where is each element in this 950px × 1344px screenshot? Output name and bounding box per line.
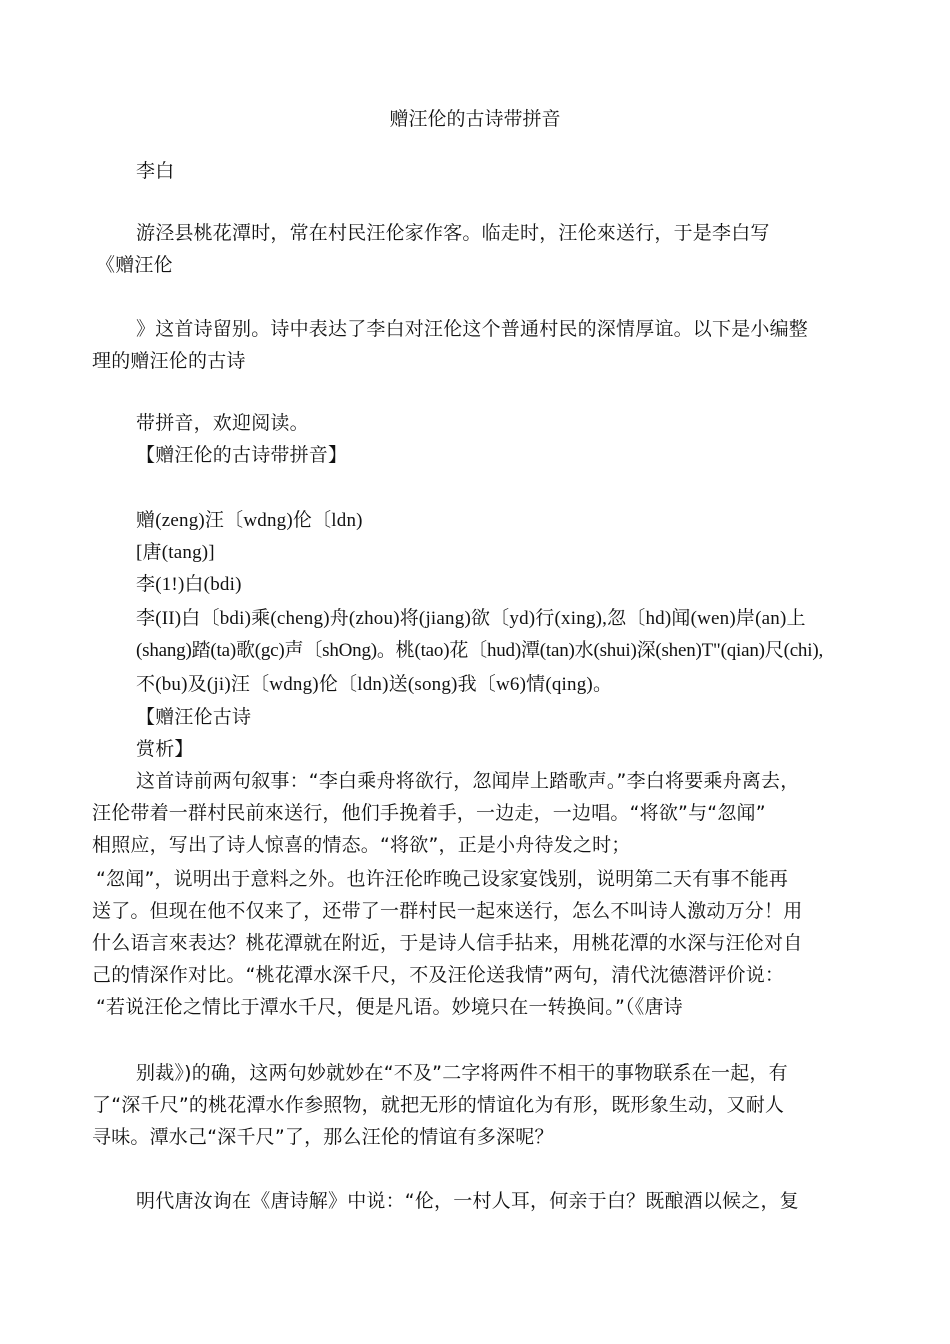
analysis-line: “忽闻”，说明出于意料之外。也许汪伦昨晚己设家宴饯别，说明第二天有事不能再: [96, 868, 789, 890]
poem-verse-line: (shang)踏(ta)歌(gc)声〔shOng)。桃(tao)花〔hud)潭(tan)水(shui)深(shen)T"(qian)尺(chi),: [136, 640, 823, 661]
intro-line: 带拼音，欢迎阅读。: [136, 412, 309, 434]
analysis-line: 送了。但现在他不仅来了，还带了一群村民一起來送行，怎么不叫诗人激动万分！用: [92, 900, 803, 922]
section-heading-analysis: 赏析】: [136, 738, 194, 760]
analysis-line: 了“深千尺”的桃花潭水作参照物，就把无形的情谊化为有形，既形象生动，又耐人: [92, 1094, 785, 1116]
intro-line: 游泾县桃花潭时，常在村民汪伦家作客。临走时，汪伦來送行，于是李白写: [136, 222, 770, 244]
section-heading-analysis: 【赠汪伦古诗: [136, 706, 252, 728]
analysis-line: 这首诗前两句叙事：“李白乘舟将欲行，忽闻岸上踏歌声。”李白将要乘舟离去，: [136, 770, 800, 792]
analysis-line: 什么语言來表达？桃花潭就在附近，于是诗人信手拈来，用桃花潭的水深与汪伦对自: [92, 932, 803, 954]
document-title: 赠汪伦的古诗带拼音: [389, 108, 561, 130]
poem-verse-line: 李(II)白〔bdi)乘(cheng)舟(zhou)将(jiang)欲〔yd)行(xing),忽〔hd)闻(wen)岸(an)上: [136, 608, 806, 629]
analysis-line: 寻味。潭水己“深千尺”了，那么汪伦的情谊有多深呢？: [92, 1126, 554, 1148]
intro-line: 理的赠汪伦的古诗: [92, 350, 246, 372]
poem-author-line: 李(1!)白(bdi): [136, 574, 242, 595]
analysis-line: “若说汪伦之情比于潭水千尺，便是凡语。妙境只在一转换间。”（《唐诗: [96, 996, 683, 1018]
author-line: 李白: [136, 160, 175, 182]
poem-verse-line: 不(bu)及(ji)汪〔wdng)伦〔ldn)送(song)我〔w6)情(qing)。: [136, 674, 613, 695]
analysis-line: 己的情深作对比。“桃花潭水深千尺，不及汪伦送我情”两句，清代沈德潜评价说：: [92, 964, 785, 986]
analysis-line: 汪伦带着一群村民前來送行，他们手挽着手，一边走，一边唱。“将欲”与“忽闻”: [92, 802, 766, 824]
analysis-line: 相照应，写出了诗人惊喜的情态。“将欲”，正是小舟待发之时；: [92, 834, 631, 856]
analysis-line: 别裁》)的确，这两句妙就妙在“不及”二字将两件不相干的事物联系在一起，有: [136, 1062, 788, 1084]
intro-line: 》这首诗留别。诗中表达了李白对汪伦这个普通村民的深情厚谊。以下是小编整: [136, 318, 809, 340]
analysis-line: 明代唐汝询在《唐诗解》中说：“伦，一村人耳，何亲于白？既酿酒以候之，复: [136, 1190, 799, 1212]
intro-line: 《赠汪伦: [96, 254, 173, 276]
section-heading-pinyin: 【赠汪伦的古诗带拼音】: [136, 444, 348, 466]
poem-title-line: 赠(zeng)汪〔wdng)伦〔ldn): [136, 510, 363, 531]
poem-dynasty-line: [唐(tang)]: [136, 542, 215, 563]
